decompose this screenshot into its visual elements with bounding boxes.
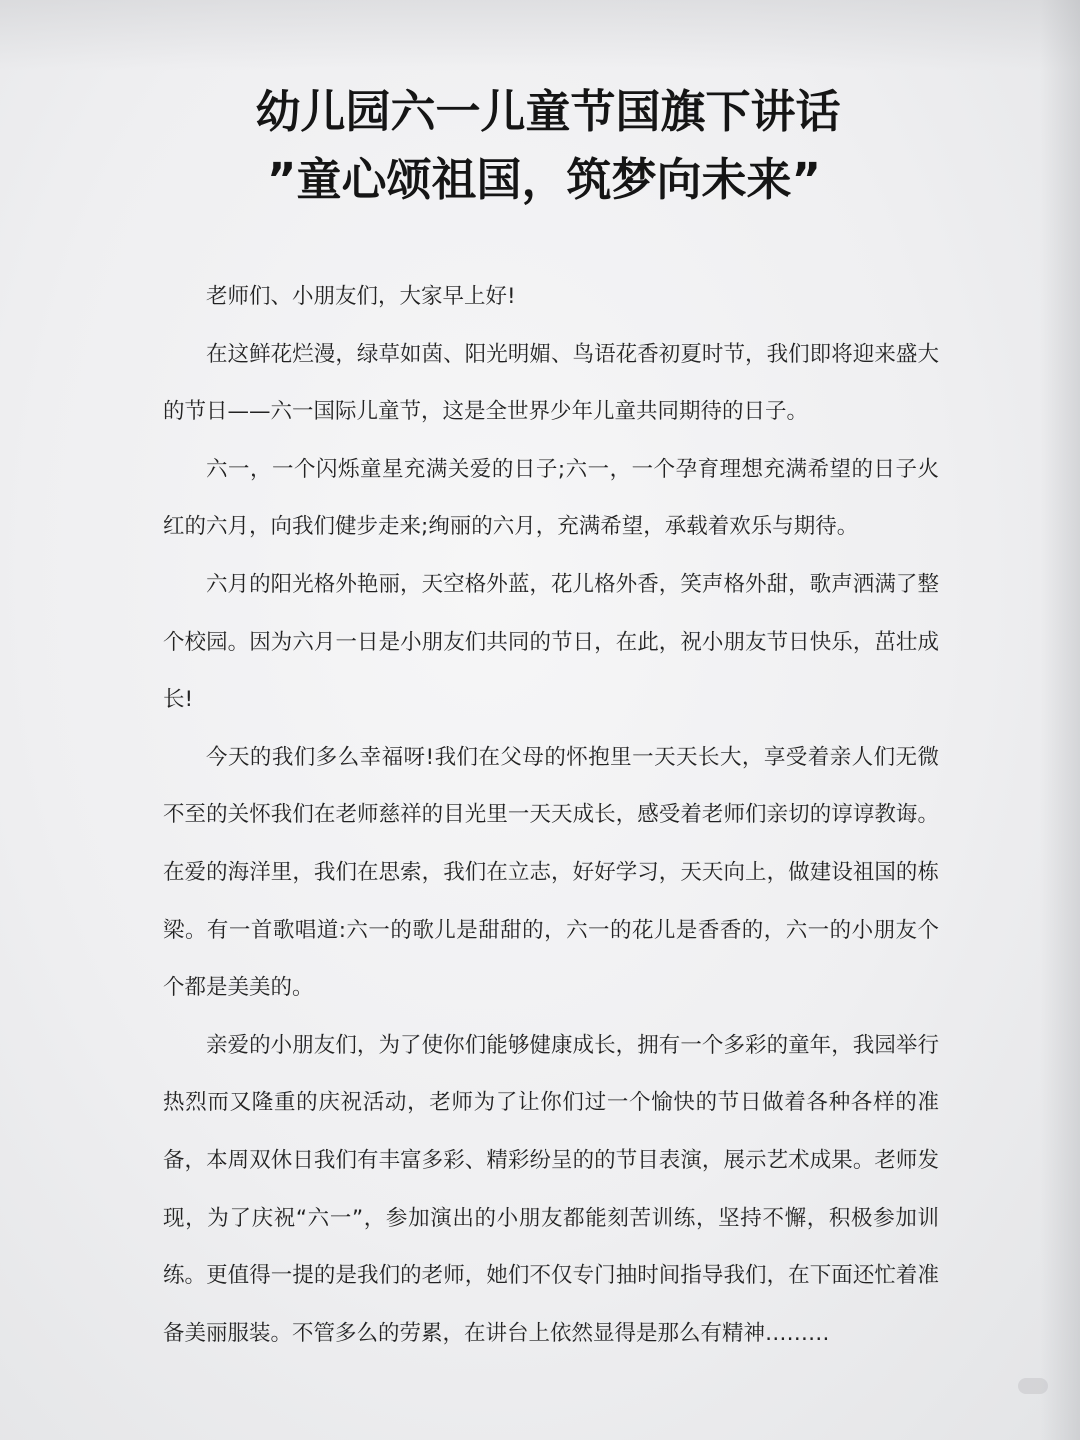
page-shadow-right [1040, 0, 1080, 1440]
page-shadow-top [0, 0, 1080, 70]
paragraph-greeting: 老师们、小朋友们，大家早上好! [206, 284, 516, 309]
paragraph: 在这鲜花烂漫，绿草如茵、阳光明媚、鸟语花香初夏时节，我们即将迎来盛大的节日——六一国际儿童节，这是全世界少年儿童共同期待的日子。 [163, 341, 939, 425]
paragraph: 亲爱的小朋友们，为了使你们能够健康成长，拥有一个多彩的童年，我园举行热烈而又隆重的庆祝活动，老师为了让你们过一个愉快的节日做着各种各样的准备，本周双休日我们有丰富多彩、精彩纷呈的的节目表演，展示艺术成果。老师发现，为了庆祝“六一”，参加演出的小朋友都能刻苦训练，坚持不懈，积极参加训练。更值得一提的是我们的老师，她们不仅专门抽时间指导我们，在下面还忙着准备美丽服装。不管多么的劳累，在讲台上依然显得是那么有精神……… [163, 1032, 939, 1346]
document-title: 幼儿园六一儿童节国旗下讲话 [255, 85, 841, 138]
paragraph: 六月的阳光格外艳丽，天空格外蓝，花儿格外香，笑声格外甜，歌声洒满了整个校园。因为六月一日是小朋友们共同的节日，在此，祝小朋友节日快乐，茁壮成长! [163, 571, 939, 713]
document-body [163, 268, 939, 1362]
document-subtitle: ”童心颂祖国，筑梦向未来” [266, 153, 822, 206]
paragraph: 六一，一个闪烁童星充满关爱的日子;六一，一个孕育理想充满希望的日子火红的六月，向我们健步走来;绚丽的六月，充满希望，承载着欢乐与期待。 [163, 456, 939, 540]
page-indicator [1018, 1378, 1048, 1394]
paragraph: 今天的我们多么幸福呀!我们在父母的怀抱里一天天长大，享受着亲人们无微不至的关怀我们在老师慈祥的目光里一天天成长，感受着老师们亲切的谆谆教诲。在爱的海洋里，我们在思索，我们在立志，好好学习，天天向上，做建设祖国的栋梁。有一首歌唱道:六一的歌儿是甜甜的，六一的花儿是香香的，六一的小朋友个个都是美美的。 [163, 744, 939, 1001]
